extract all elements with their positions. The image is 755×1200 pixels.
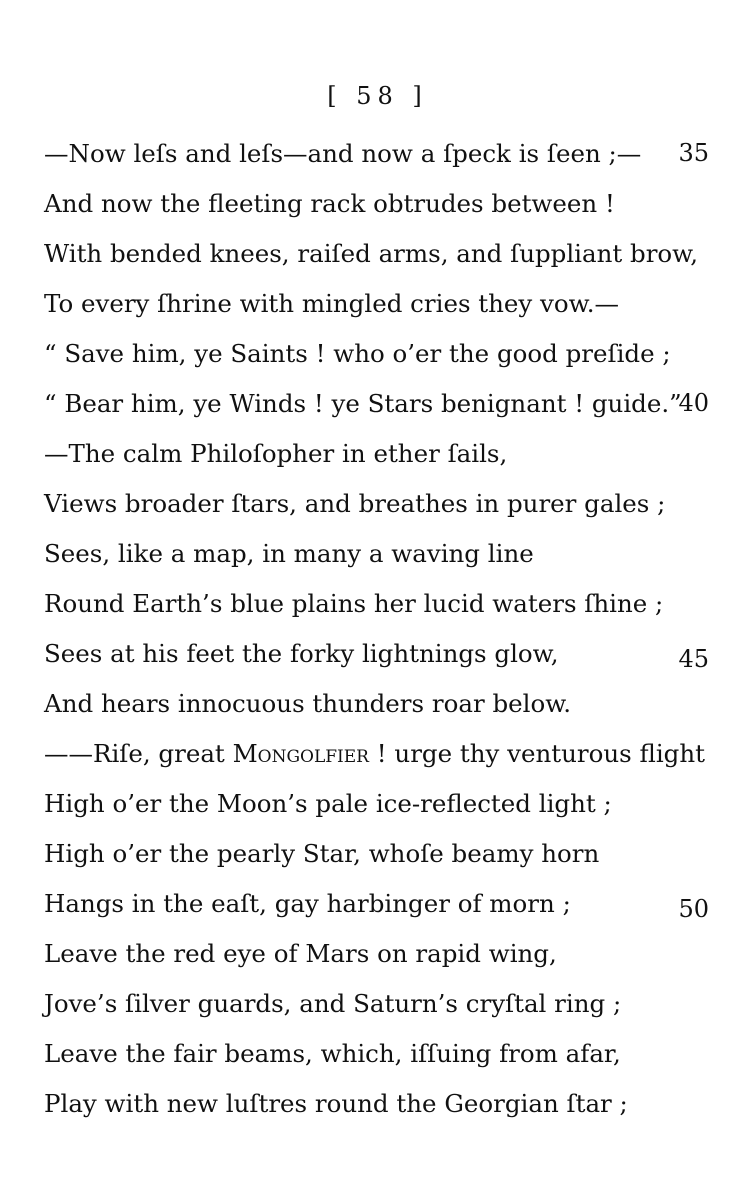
- line-number-40: 40: [678, 389, 709, 417]
- verse-line-18: Jove’s ſilver guards, and Saturn’s cryſtal ring ;: [44, 989, 622, 1018]
- verse-line-19: Leave the fair beams, which, iſſuing from afar,: [44, 1039, 621, 1068]
- verse-line-1: —Now leſs and leſs—and now a ſpeck is ſeen ;—: [44, 139, 642, 168]
- verse-line-16: Hangs in the eaſt, gay harbinger of morn ;: [44, 889, 571, 918]
- verse-line-14: High o’er the Moon’s pale ice-reflected light ;: [44, 789, 612, 818]
- verse-line-3: With bended knees, raiſed arms, and ſuppliant brow,: [44, 239, 699, 268]
- line-number-45: 45: [678, 645, 709, 673]
- line-number-50: 50: [678, 895, 709, 923]
- line-number-35: 35: [678, 139, 709, 167]
- verse-line-4: To every ſhrine with mingled cries they vow.—: [44, 289, 619, 318]
- verse-line-6: “ Bear him, ye Winds ! ye Stars benignant ! guide.”: [44, 389, 682, 418]
- verse-line-13-start: ——Riſe, great: [44, 739, 233, 768]
- verse-line-8: Views broader ſtars, and breathes in purer gales ;: [44, 489, 666, 518]
- verse-line-9: Sees, like a map, in many a waving line: [44, 539, 534, 568]
- verse-line-13-end: ! urge thy venturous flight: [369, 739, 705, 768]
- verse-line-2: And now the fleeting rack obtrudes between !: [44, 189, 615, 218]
- verse-line-11: Sees at his feet the forky lightnings glow,: [44, 639, 559, 668]
- verse-line-7: —The calm Philoſopher in ether ſails,: [44, 439, 508, 468]
- verse-line-17: Leave the red eye of Mars on rapid wing,: [44, 939, 557, 968]
- page-number: [ 58 ]: [327, 82, 428, 110]
- verse-line-15: High o’er the pearly Star, whoſe beamy horn: [44, 839, 600, 868]
- verse-line-13: [44, 739, 705, 768]
- verse-line-5: “ Save him, ye Saints ! who o’er the good preſide ;: [44, 339, 671, 368]
- verse-line-10: Round Earth’s blue plains her lucid waters ſhine ;: [44, 589, 664, 618]
- verse-line-20: Play with new luſtres round the Georgian ſtar ;: [44, 1089, 628, 1118]
- verse-line-12: And hears innocuous thunders roar below.: [44, 689, 572, 718]
- mongolfier-name: Mongolfier: [232, 739, 369, 768]
